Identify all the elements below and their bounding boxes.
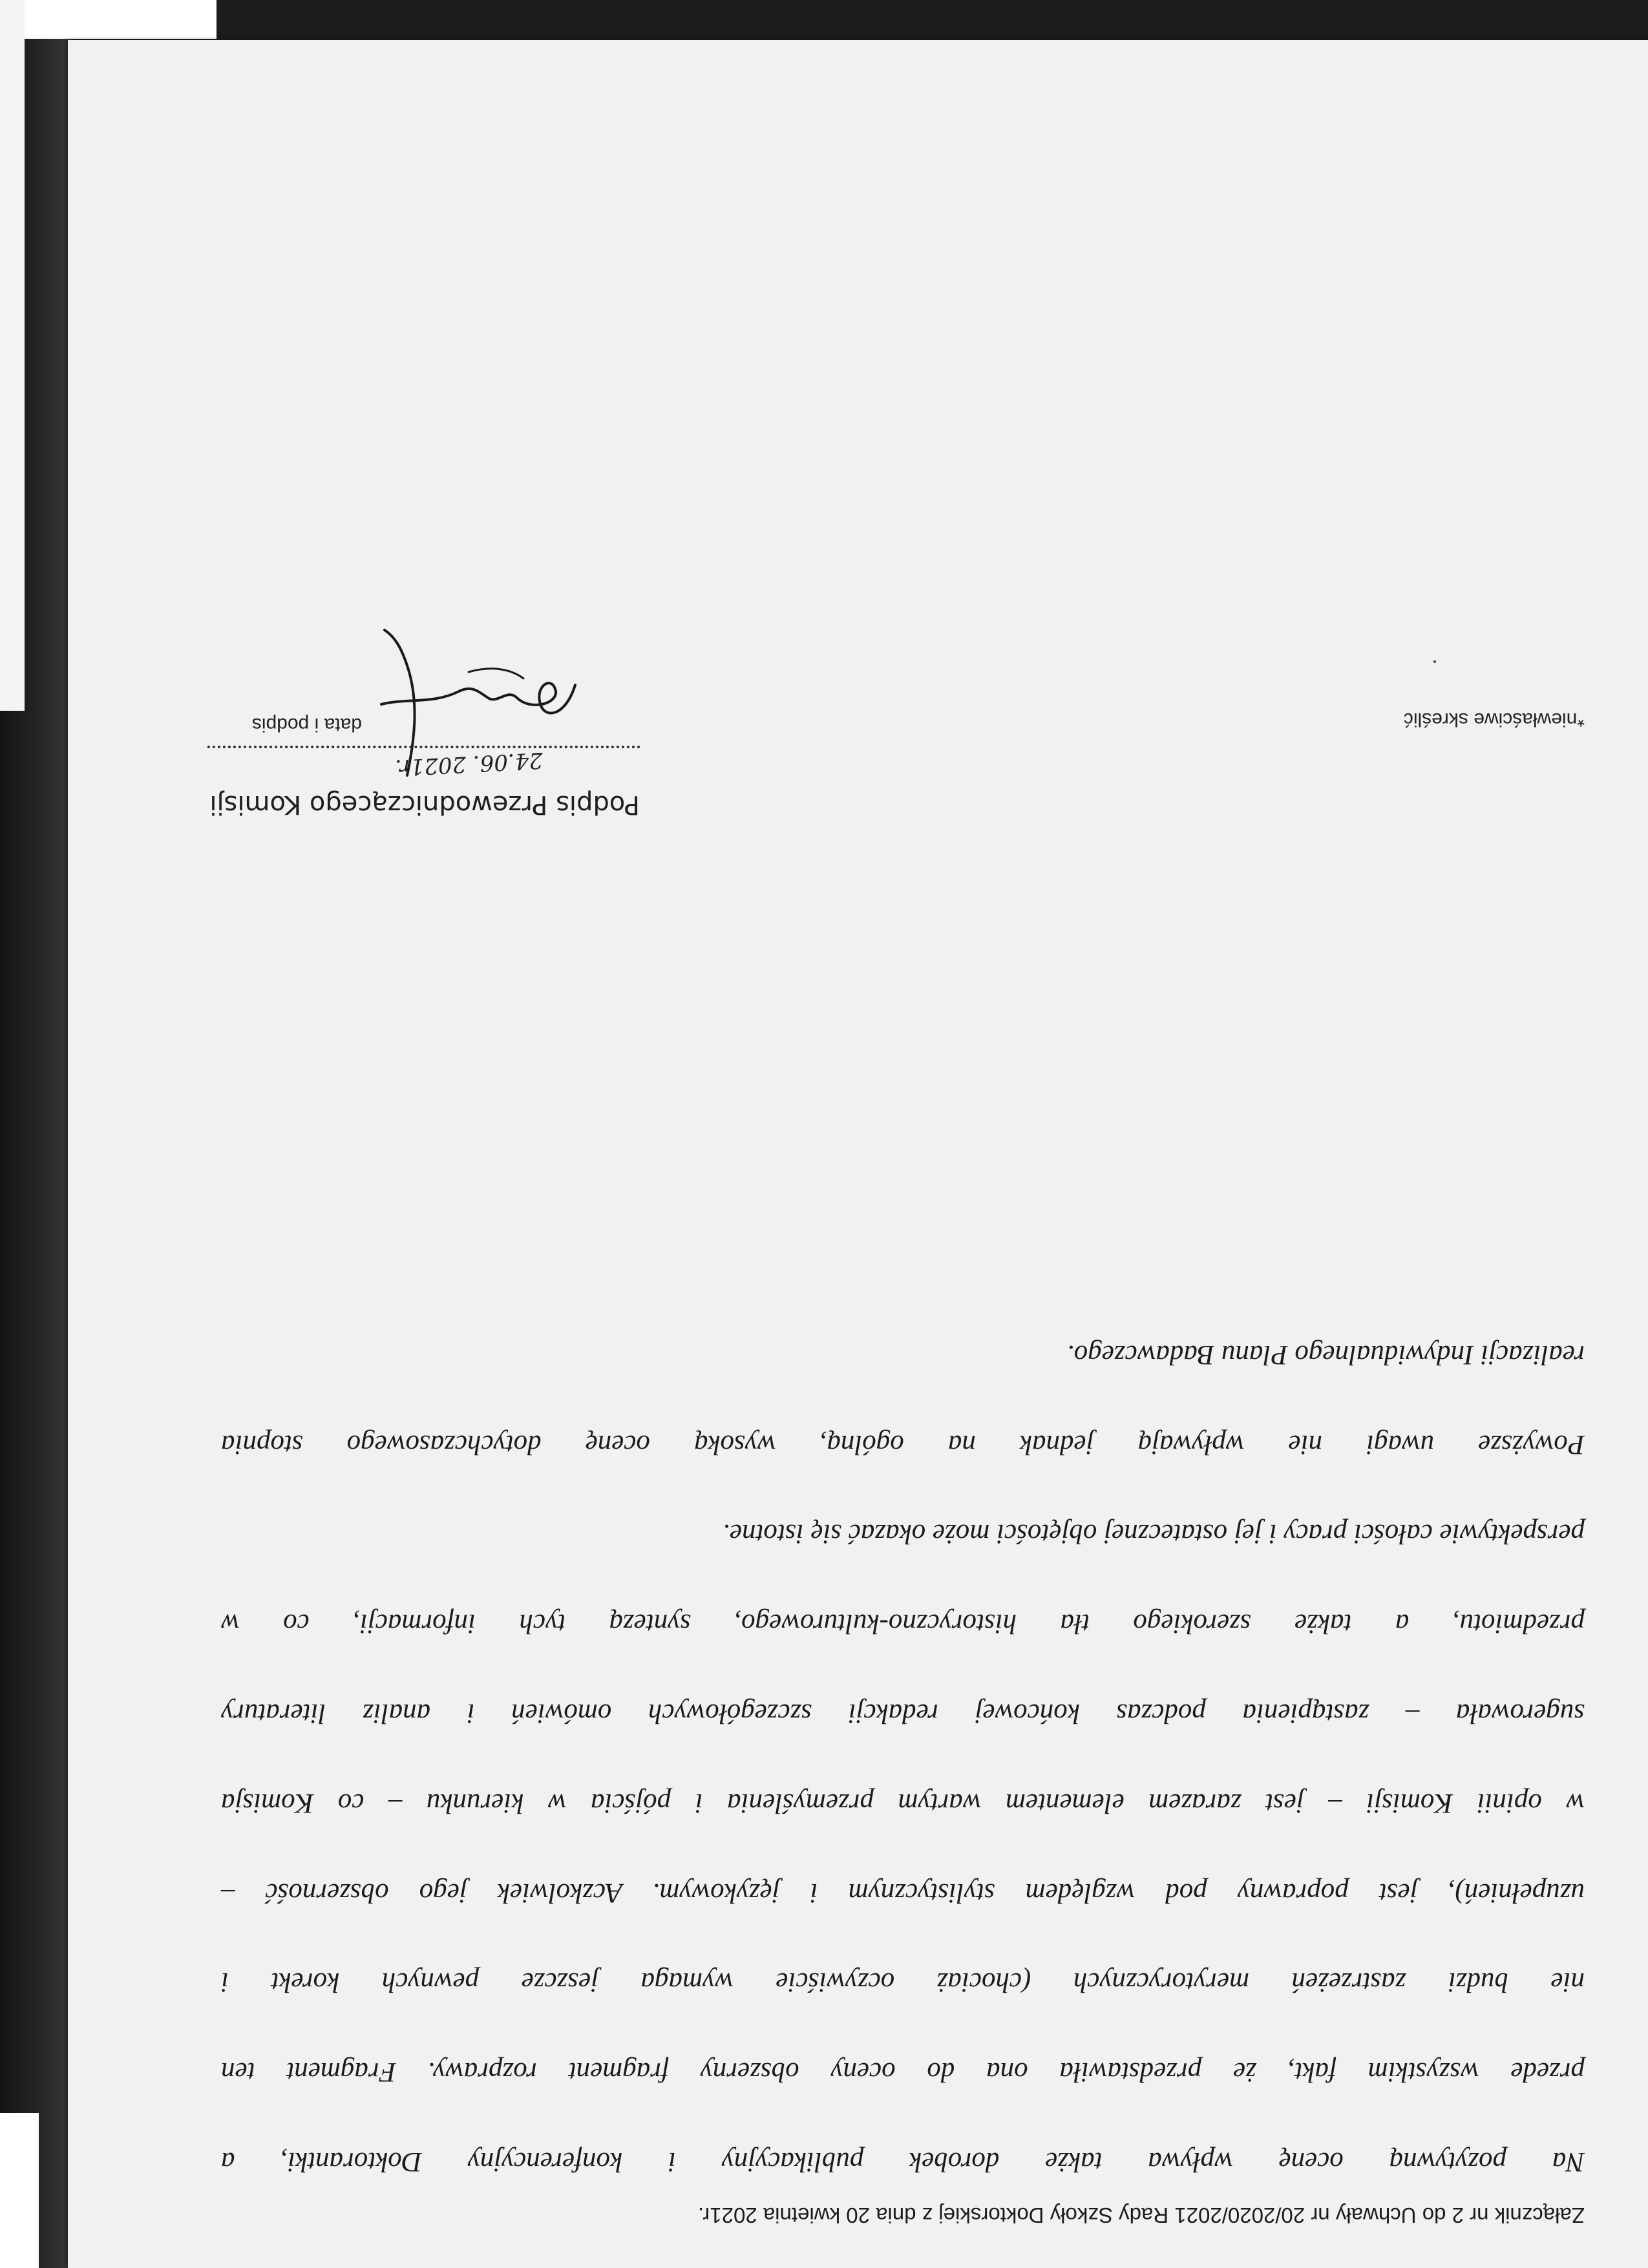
body-line: perspektywie całości pracy i jej ostatecznej objętości może okazać się istotne. xyxy=(723,1518,1585,1549)
body-line: uzupełnień), jest poprawny pod względem stylistycznym i językowym. Aczkolwiek jego obszerność – xyxy=(221,1877,1585,1908)
signature-caption: data i podpis xyxy=(251,714,362,735)
body-line: przede wszystkim fakt, że przedstawiła ona do oceny obszerny fragment rozprawy. Fragment ten xyxy=(221,2057,1585,2088)
signature-line xyxy=(207,746,640,748)
footnote: *niewłaściwe skreślić xyxy=(1403,709,1585,730)
body-line: Na pozytywną ocenę wpływa także dorobek publikacyjny i konferencyjny Doktorantki, a xyxy=(221,2147,1585,2177)
scanner-background-top xyxy=(0,0,1648,40)
signature-block xyxy=(187,714,640,821)
body-line: w opinii Komisji – jest zarazem elementem wartym przemyślenia i pójścia w kierunku – co Komisja xyxy=(221,1787,1585,1818)
scanner-edge-top-left xyxy=(0,0,217,39)
scan-speck xyxy=(1433,660,1436,663)
signature-title: Podpis Przewodniczącego Komisji xyxy=(209,790,640,819)
body-line: nie budzi zastrzeżeń merytorycznych (chociaż oczywiście wymaga jeszcze pewnych korekt i xyxy=(221,1967,1585,1998)
scanner-edge-left xyxy=(0,0,25,711)
document-body xyxy=(221,1332,1585,2184)
document-page xyxy=(68,40,1648,2268)
document-header: Załącznik nr 2 do Uchwały nr 20/2020/2021 Rady Szkoły Doktorskiej z dnia 20 kwietnia 2021r. xyxy=(697,2203,1585,2227)
body-line: realizacji Indywidualnego Planu Badawczego. xyxy=(1067,1339,1585,1370)
body-line: przedmiotu, a także szerokiego tła historyczno-kulturowego, syntezą tych informacji, co w xyxy=(221,1608,1585,1639)
signature-date: 24.06. 2021r. xyxy=(394,747,544,781)
body-line: sugerowała – zastąpienia podczas końcowej redakcji szczegółowych omówień i analiz literatury xyxy=(221,1698,1585,1729)
scanner-edge-bottom-left xyxy=(0,2113,39,2268)
body-line: Powyższe uwagi nie wpływają jednak na ogólną, wysoką ocenę dotychczasowego stopnia xyxy=(221,1429,1585,1460)
